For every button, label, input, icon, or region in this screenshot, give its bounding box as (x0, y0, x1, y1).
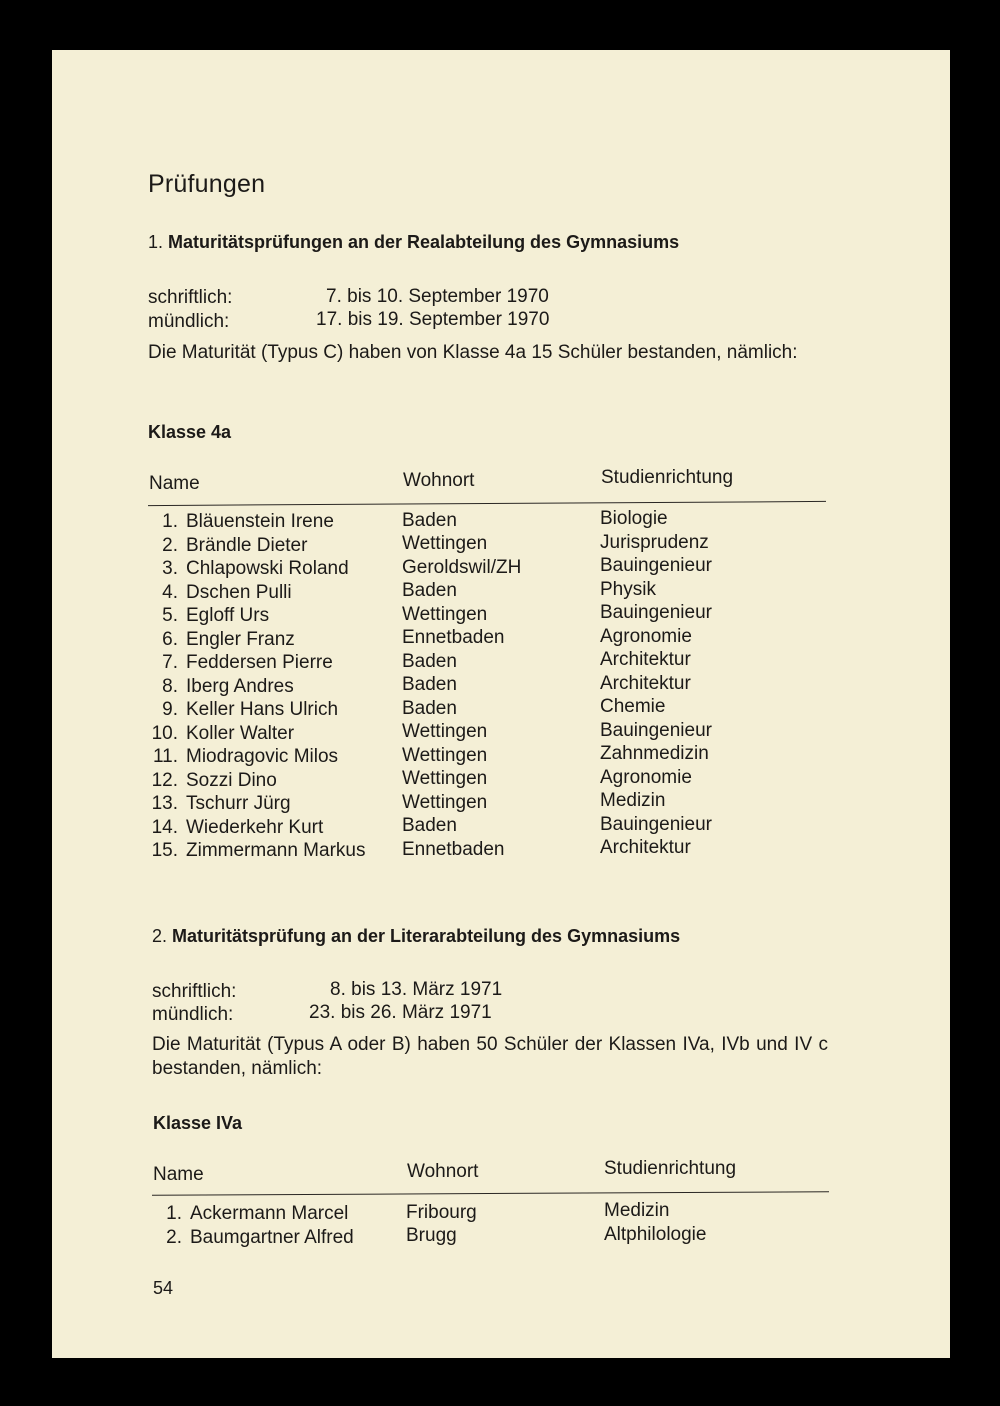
section-1-header-rule (148, 501, 826, 506)
row-studienrichtung: Jurisprudenz (600, 531, 709, 553)
row-studienrichtung: Bauingenieur (600, 602, 712, 623)
row-wohnort: Baden (402, 580, 457, 601)
row-number: 2. (162, 534, 178, 556)
section-1-schedule-oral-label: mündlich: (148, 311, 230, 332)
row-studienrichtung: Bauingenieur (600, 719, 712, 741)
row-studienrichtung: Bauingenieur (600, 813, 712, 835)
section-1-col-studienrichtung: Studienrichtung (601, 467, 734, 488)
row-number: 14. (151, 816, 178, 838)
row-studienrichtung: Bauingenieur (600, 555, 712, 576)
row-wohnort: Geroldswil/ZH (402, 556, 522, 578)
row-number: 9. (162, 699, 178, 720)
section-1-number: 1. (148, 232, 164, 252)
section-2-schedule-written-dates: 8. bis 13. März 1971 (330, 979, 503, 1000)
table-row (150, 813, 790, 841)
row-name: Dschen Pulli (186, 581, 292, 603)
row-studienrichtung: Agronomie (600, 625, 692, 647)
section-2-schedule-oral-label: mündlich: (152, 1004, 234, 1025)
row-name: Engler Franz (186, 628, 295, 650)
row-studienrichtung: Architektur (600, 672, 691, 694)
row-wohnort: Ennetbaden (402, 838, 505, 860)
row-name: Baumgartner Alfred (190, 1226, 354, 1248)
section-2-title: Maturitätsprüfung an der Literarabteilung des Gymnasiums (172, 926, 681, 946)
page-title: Prüfungen (148, 170, 266, 198)
row-number: 10. (151, 722, 178, 744)
row-number: 13. (151, 793, 178, 814)
row-number: 4. (162, 581, 178, 603)
row-name: Tschurr Jürg (186, 793, 291, 814)
row-name: Ackermann Marcel (190, 1203, 349, 1224)
row-number: 7. (162, 652, 178, 673)
row-wohnort: Baden (402, 697, 457, 719)
section-2-col-studienrichtung: Studienrichtung (604, 1158, 737, 1179)
section-1-schedule-oral-dates: 17. bis 19. September 1970 (316, 309, 550, 330)
row-wohnort: Baden (402, 650, 457, 672)
table-row (150, 672, 790, 700)
section-2-schedule-written-label: schriftlich: (152, 981, 237, 1002)
document-page (52, 50, 950, 1358)
row-studienrichtung: Agronomie (600, 766, 692, 788)
row-studienrichtung: Architektur (600, 837, 691, 858)
row-studienrichtung: Physik (600, 578, 656, 600)
row-name: Chlapowski Roland (186, 558, 349, 579)
row-number: 5. (162, 605, 178, 626)
page-number: 54 (153, 1278, 174, 1298)
section-1-col-wohnort: Wohnort (403, 470, 475, 491)
row-number: 12. (151, 769, 178, 791)
row-wohnort: Wettingen (402, 533, 488, 554)
row-wohnort: Ennetbaden (402, 627, 505, 648)
section-2-paragraph: Die Maturität (Typus A oder B) haben 50 Schüler der Klassen IVa, IVb und IV c bestanden, nämlich: (152, 1034, 828, 1079)
table-row (154, 1223, 794, 1251)
section-1-schedule-written-dates: 7. bis 10. September 1970 (326, 286, 549, 307)
row-wohnort: Wettingen (402, 791, 488, 813)
section-1-paragraph: Die Maturität (Typus C) haben von Klasse 4a 15 Schüler bestanden, nämlich: (148, 342, 798, 363)
row-name: Brändle Dieter (186, 534, 308, 556)
table-row (150, 766, 790, 794)
row-studienrichtung: Architektur (600, 649, 691, 670)
row-wohnort: Wettingen (402, 744, 488, 766)
row-number: 2. (166, 1226, 182, 1248)
row-number: 15. (151, 840, 178, 861)
row-studienrichtung: Medizin (600, 790, 666, 811)
row-name: Miodragovic Milos (186, 746, 339, 767)
section-2-klasse: Klasse IVa (153, 1113, 243, 1133)
row-wohnort: Wettingen (402, 603, 488, 625)
row-name: Feddersen Pierre (186, 652, 333, 673)
section-2-heading (152, 926, 680, 947)
section-2-number: 2. (152, 926, 168, 946)
row-name: Egloff Urs (186, 605, 270, 626)
row-studienrichtung: Altphilologie (604, 1223, 707, 1245)
row-name: Koller Walter (186, 722, 295, 744)
row-wohnort: Baden (402, 674, 457, 695)
row-number: 8. (162, 675, 178, 697)
row-wohnort: Brugg (406, 1225, 457, 1246)
section-2-schedule-oral-dates: 23. bis 26. März 1971 (309, 1002, 492, 1023)
row-wohnort: Baden (402, 509, 457, 531)
row-wohnort: Fribourg (406, 1201, 477, 1223)
row-name: Zimmermann Markus (186, 840, 366, 861)
row-name: Bläuenstein Irene (186, 511, 334, 532)
table-row (150, 555, 790, 582)
row-number: 6. (162, 628, 178, 650)
row-number: 1. (166, 1203, 182, 1224)
section-1-schedule-written-label: schriftlich: (148, 287, 233, 308)
section-2-header-rule (152, 1191, 829, 1196)
table-row (150, 649, 790, 676)
row-studienrichtung: Zahnmedizin (600, 743, 709, 764)
row-studienrichtung: Medizin (604, 1200, 670, 1221)
table-row (150, 837, 790, 864)
row-number: 1. (162, 511, 178, 532)
section-1-col-name: Name (149, 473, 200, 494)
row-name: Wiederkehr Kurt (186, 816, 324, 838)
row-name: Iberg Andres (186, 675, 294, 697)
table-row (150, 602, 790, 629)
section-2-col-wohnort: Wohnort (407, 1161, 479, 1182)
row-number: 3. (162, 558, 178, 579)
row-wohnort: Wettingen (402, 768, 488, 789)
row-wohnort: Wettingen (402, 721, 488, 742)
table-row (150, 743, 790, 770)
table-row (150, 625, 790, 653)
row-name: Sozzi Dino (186, 769, 277, 791)
section-1-klasse: Klasse 4a (148, 422, 232, 442)
section-1-title: Maturitätsprüfungen an der Realabteilung des Gymnasiums (168, 232, 680, 252)
row-studienrichtung: Chemie (600, 696, 666, 717)
row-wohnort: Baden (402, 815, 457, 836)
row-number: 11. (152, 746, 178, 767)
section-2-col-name: Name (153, 1164, 204, 1185)
row-name: Keller Hans Ulrich (186, 699, 339, 720)
row-studienrichtung: Biologie (600, 508, 668, 529)
section-1-heading (148, 232, 679, 253)
